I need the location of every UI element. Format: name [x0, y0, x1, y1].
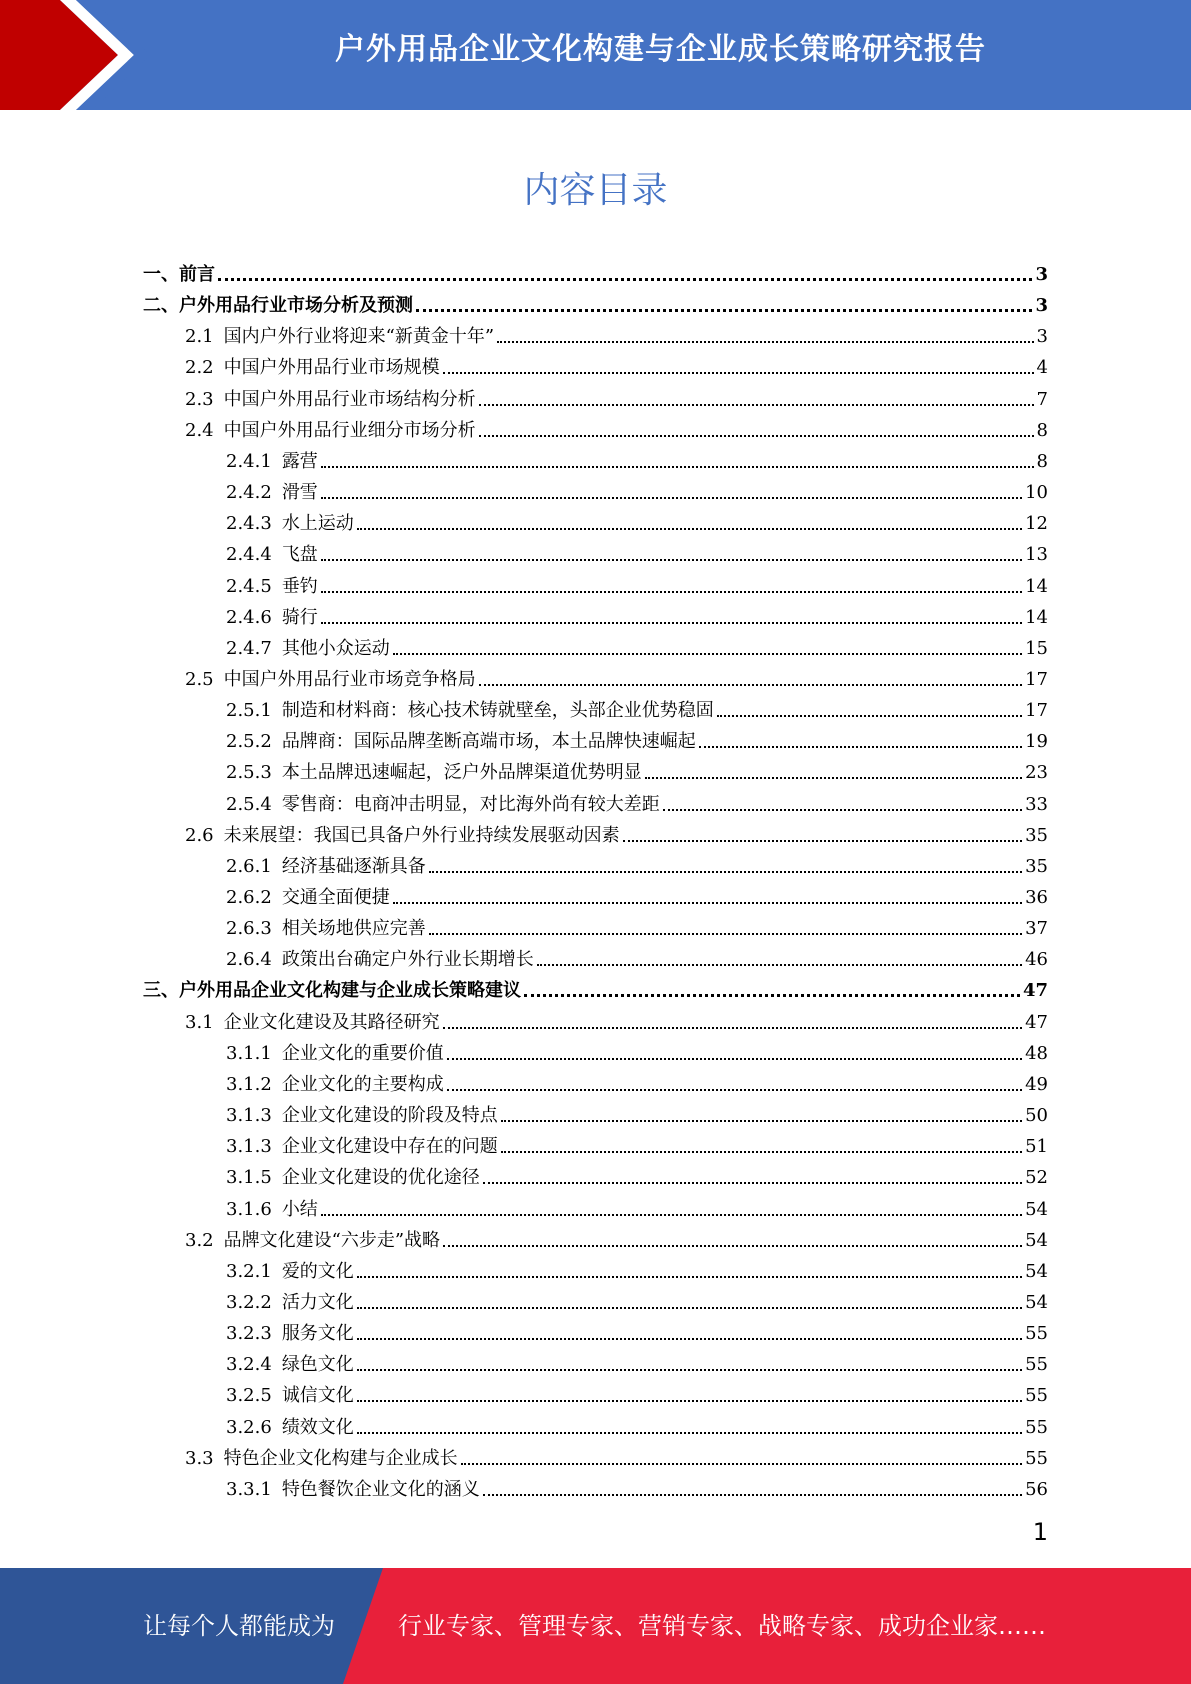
- toc-entry[interactable]: [185, 1221, 1048, 1252]
- toc-entry[interactable]: [226, 691, 1048, 722]
- toc-entry-label: [185, 1012, 440, 1034]
- toc-entry-page: 54: [1025, 1229, 1048, 1251]
- toc-entry-label: [226, 918, 426, 940]
- page-header: [0, 0, 1191, 110]
- toc-entry-number: 2.6.1: [226, 855, 272, 877]
- toc-entry-page: 35: [1025, 824, 1048, 846]
- toc-dot-leader: [218, 278, 1032, 281]
- toc-dot-leader: [447, 1089, 1022, 1091]
- toc-entry-label: [226, 513, 354, 535]
- report-title: 户外用品企业文化构建与企业成长策略研究报告: [335, 32, 986, 67]
- toc-entry-number: 2.4: [185, 419, 214, 441]
- toc-entry[interactable]: [226, 1096, 1048, 1127]
- toc-entry-number: 二、户外用品行业市场分析及预测: [143, 295, 413, 317]
- toc-entry[interactable]: [226, 785, 1048, 816]
- toc-dot-leader: [461, 1463, 1022, 1465]
- header-chevron-icon: [0, 0, 150, 110]
- toc-dot-leader: [663, 809, 1022, 811]
- toc-entry-title: 露营: [281, 450, 318, 472]
- toc-entry[interactable]: [226, 1127, 1048, 1158]
- toc-entry-label: [226, 1354, 354, 1376]
- toc-entry[interactable]: [226, 1345, 1048, 1376]
- toc-entry-page: 17: [1025, 700, 1048, 722]
- toc-entry-page: 12: [1025, 513, 1048, 535]
- toc-dot-leader: [497, 341, 1034, 343]
- toc-entry[interactable]: [226, 878, 1048, 909]
- toc-entry-number: 2.6.4: [226, 949, 272, 971]
- footer-slogan-left: 让每个人都能成为: [143, 1612, 335, 1640]
- toc-entry-page: 48: [1025, 1042, 1048, 1064]
- toc-entry-number: 3.2.2: [226, 1291, 272, 1313]
- toc-entry-number: 2.5: [185, 668, 214, 690]
- toc-entry-title: 活力文化: [281, 1291, 354, 1313]
- toc-entry-page: 37: [1025, 918, 1048, 940]
- toc-dot-leader: [357, 528, 1022, 530]
- toc-entry-label: [226, 949, 534, 971]
- toc-entry-page: 54: [1025, 1291, 1048, 1313]
- toc-entry-title: 政策出台确定户外行业长期增长: [281, 949, 534, 971]
- toc-entry-label: [226, 762, 642, 784]
- toc-entry[interactable]: [226, 1408, 1048, 1439]
- toc-dot-leader: [357, 1400, 1022, 1402]
- toc-entry-page: 56: [1025, 1478, 1048, 1500]
- toc-entry-label: [185, 825, 620, 847]
- toc-entry-number: 2.4.4: [226, 544, 272, 566]
- toc-dot-leader: [357, 1432, 1022, 1434]
- toc-entry-number: 2.5.4: [226, 793, 272, 815]
- toc-entry-page: 47: [1025, 1011, 1048, 1033]
- toc-entry[interactable]: [226, 1034, 1048, 1065]
- toc-entry[interactable]: [226, 1158, 1048, 1189]
- toc-entry-page: 33: [1025, 793, 1048, 815]
- toc-entry-page: 50: [1025, 1105, 1048, 1127]
- toc-entry-label: [226, 700, 714, 722]
- toc-entry-page: 35: [1025, 855, 1048, 877]
- toc-dot-leader: [321, 497, 1022, 499]
- toc-entry-title: 相关场地供应完善: [281, 918, 426, 940]
- toc-dot-leader: [443, 1027, 1022, 1029]
- toc-entry-label: [226, 1043, 444, 1065]
- toc-entry-number: 3.1: [185, 1011, 214, 1033]
- toc-entry-label: [226, 1136, 498, 1158]
- toc-entry[interactable]: [226, 535, 1048, 566]
- toc-entry-label: [226, 576, 318, 598]
- toc-entry-title: 特色餐饮企业文化的涵义: [281, 1478, 480, 1500]
- toc-entry[interactable]: [226, 847, 1048, 878]
- toc-dot-leader: [483, 1182, 1022, 1184]
- toc-entry-title: 品牌商：国际品牌垄断高端市场，本土品牌快速崛起: [281, 731, 696, 753]
- toc-dot-leader: [321, 591, 1022, 593]
- toc-dot-leader: [393, 653, 1022, 655]
- toc-entry-title: 国内户外行业将迎来“新黄金十年”: [223, 326, 495, 348]
- toc-entry-page: 10: [1025, 482, 1048, 504]
- toc-dot-leader: [479, 404, 1034, 406]
- toc-entry-title: 绩效文化: [281, 1416, 354, 1438]
- toc-entry[interactable]: [185, 1003, 1048, 1034]
- toc-entry-label: [226, 1261, 354, 1283]
- toc-entry-number: 2.4.6: [226, 606, 272, 628]
- toc-entry-page: 23: [1025, 762, 1048, 784]
- toc-entry-page: 19: [1025, 731, 1048, 753]
- toc-entry-page: 14: [1025, 575, 1048, 597]
- toc-entry-title: 骑行: [281, 606, 318, 628]
- toc-entry-title: 品牌文化建设“六步走”战略: [223, 1229, 441, 1251]
- toc-entry[interactable]: [226, 1314, 1048, 1345]
- toc-entry-title: 中国户外用品行业细分市场分析: [223, 419, 476, 441]
- toc-entry-label: [226, 482, 318, 504]
- toc-entry-title: 经济基础逐渐具备: [281, 855, 426, 877]
- toc-entry-number: 3.1.6: [226, 1198, 272, 1220]
- toc-dot-leader: [393, 902, 1022, 904]
- toc-dot-leader: [357, 1276, 1022, 1278]
- toc-dot-leader: [443, 1245, 1022, 1247]
- toc-entry-label: [226, 1323, 354, 1345]
- toc-dot-leader: [483, 1494, 1022, 1496]
- toc-entry-number: 3.2.4: [226, 1354, 272, 1376]
- toc-entry-label: [226, 1292, 354, 1314]
- toc-entry-label: [143, 980, 521, 1002]
- toc-entry-label: [185, 389, 476, 411]
- toc-entry[interactable]: [226, 504, 1048, 535]
- toc-entry-page: 4: [1036, 357, 1048, 379]
- toc-entry-label: [143, 295, 413, 317]
- toc-entry-label: [185, 420, 476, 442]
- toc-entry-number: 2.6.3: [226, 918, 272, 940]
- toc-dot-leader: [321, 466, 1034, 468]
- toc-entry-page: 55: [1025, 1385, 1048, 1407]
- toc-entry-page: 8: [1036, 450, 1048, 472]
- toc-entry[interactable]: [143, 286, 1048, 317]
- toc-entry-number: 一、前言: [143, 264, 215, 285]
- toc-entry-number: 2.4.1: [226, 450, 272, 472]
- toc-entry-page: 51: [1025, 1136, 1048, 1158]
- toc-entry-page: 55: [1025, 1447, 1048, 1469]
- toc-entry-title: 零售商：电商冲击明显，对比海外尚有较大差距: [281, 793, 660, 815]
- toc-dot-leader: [501, 1120, 1022, 1122]
- toc-entry-page: 54: [1025, 1260, 1048, 1282]
- toc-entry-page: 3: [1035, 264, 1048, 285]
- toc-entry-label: [226, 1199, 318, 1221]
- footer-slogan-right: 行业专家、管理专家、营销专家、战略专家、成功企业家……: [398, 1612, 1046, 1640]
- toc-entry[interactable]: [226, 598, 1048, 629]
- toc-entry-number: 2.4.7: [226, 637, 272, 659]
- toc-entry-page: 55: [1025, 1323, 1048, 1345]
- toc-entry-label: [226, 544, 318, 566]
- toc-entry-title: 其他小众运动: [281, 637, 390, 659]
- toc-entry-page: 8: [1036, 419, 1048, 441]
- toc-entry-page: 54: [1025, 1198, 1048, 1220]
- toc-entry-label: [226, 607, 318, 629]
- toc-entry[interactable]: [185, 660, 1048, 691]
- toc-entry[interactable]: [226, 473, 1048, 504]
- toc-entry-title: 企业文化建设的阶段及特点: [281, 1105, 498, 1127]
- toc-entry-number: 3.1.2: [226, 1073, 272, 1095]
- toc-entry[interactable]: [185, 411, 1048, 442]
- toc-dot-leader: [321, 1214, 1022, 1216]
- toc-dot-leader: [537, 964, 1022, 966]
- toc-entry-label: [185, 326, 494, 348]
- toc-entry-number: 2.6: [185, 824, 214, 846]
- toc-entry-page: 49: [1025, 1073, 1048, 1095]
- toc-dot-leader: [717, 715, 1022, 717]
- toc-dot-leader: [357, 1307, 1022, 1309]
- toc-entry-label: [226, 856, 426, 878]
- toc-entry-page: 17: [1025, 668, 1048, 690]
- toc-entry-label: [226, 1074, 444, 1096]
- toc-entry-number: 2.1: [185, 326, 214, 348]
- toc-entry-label: [226, 794, 660, 816]
- toc-entry-title: 中国户外用品行业市场规模: [223, 357, 440, 379]
- toc-dot-leader: [357, 1338, 1022, 1340]
- toc-entry-title: 企业文化建设及其路径研究: [223, 1011, 440, 1033]
- toc-entry-page: 52: [1025, 1167, 1048, 1189]
- toc-entry-label: [185, 1230, 440, 1252]
- toc-dot-leader: [416, 309, 1032, 312]
- toc-entry-number: 2.4.2: [226, 482, 272, 504]
- toc-entry-title: 本土品牌迅速崛起，泛户外品牌渠道优势明显: [281, 762, 642, 784]
- toc-entry-number: 2.5.3: [226, 762, 272, 784]
- toc-entry-title: 飞盘: [281, 544, 318, 566]
- toc-entry-page: 14: [1025, 606, 1048, 628]
- toc-entry-number: 2.4.3: [226, 513, 272, 535]
- toc-entry[interactable]: [143, 255, 1048, 286]
- toc-entry-number: 3.1.5: [226, 1167, 272, 1189]
- toc-entry-number: 3.2.6: [226, 1416, 272, 1438]
- toc-entry[interactable]: [226, 909, 1048, 940]
- toc-entry[interactable]: [226, 1470, 1048, 1501]
- toc-entry-number: 2.6.2: [226, 887, 272, 908]
- toc-entry-label: [226, 1105, 498, 1127]
- toc-entry[interactable]: [226, 1065, 1048, 1096]
- toc-entry-page: 15: [1025, 637, 1048, 659]
- toc-entry[interactable]: [226, 1283, 1048, 1314]
- toc-entry-page: 47: [1022, 980, 1048, 1002]
- toc-entry-label: [185, 357, 440, 379]
- toc-dot-leader: [429, 933, 1022, 935]
- toc-entry-number: 2.5.1: [226, 700, 272, 722]
- toc-entry-title: 垂钓: [281, 575, 318, 597]
- toc-entry-number: 3.2.1: [226, 1260, 272, 1282]
- toc-entry-label: [226, 1479, 480, 1501]
- toc-entry[interactable]: [185, 348, 1048, 379]
- toc-entry-label: [226, 887, 390, 909]
- toc-entry[interactable]: [185, 380, 1048, 411]
- toc-entry-title: 中国户外用品行业市场竞争格局: [223, 668, 476, 690]
- toc-entry[interactable]: [143, 971, 1048, 1002]
- toc-dot-leader: [447, 1058, 1022, 1060]
- toc-entry-label: [185, 1448, 458, 1470]
- toc-entry-title: 企业文化的重要价值: [281, 1042, 444, 1064]
- toc-dot-leader: [321, 559, 1022, 561]
- toc-dot-leader: [429, 871, 1022, 873]
- toc-entry-number: 3.2.5: [226, 1385, 272, 1407]
- toc-entry-title: 制造和材料商：核心技术铸就壁垒，头部企业优势稳固: [281, 700, 714, 722]
- toc-entry-page: 3: [1036, 326, 1048, 348]
- toc-entry[interactable]: [226, 629, 1048, 660]
- toc-entry-title: 滑雪: [281, 482, 318, 504]
- toc-dot-leader: [443, 372, 1034, 374]
- toc-entry-page: 13: [1025, 544, 1048, 566]
- toc-entry[interactable]: [226, 1376, 1048, 1407]
- toc-entry-page: 7: [1036, 388, 1048, 410]
- toc-title: 内容目录: [523, 170, 668, 211]
- toc-entry-page: 46: [1025, 949, 1048, 971]
- toc-dot-leader: [623, 840, 1022, 842]
- toc-entry[interactable]: [185, 317, 1048, 348]
- toc-entry-number: 3.1.3: [226, 1136, 272, 1158]
- toc-entry-page: 55: [1025, 1416, 1048, 1438]
- toc-entry-label: [226, 1417, 354, 1439]
- toc-entry-number: 2.4.5: [226, 575, 272, 597]
- toc-entry-title: 诚信文化: [281, 1385, 354, 1407]
- toc-entry[interactable]: [226, 940, 1048, 971]
- toc-entry-number: 3.3.1: [226, 1478, 272, 1500]
- toc-entry-title: 爱的文化: [281, 1260, 354, 1282]
- toc-entry-title: 中国户外用品行业市场结构分析: [223, 388, 476, 410]
- toc-dot-leader: [645, 777, 1022, 779]
- toc-entry-label: [226, 731, 696, 753]
- toc-dot-leader: [524, 994, 1020, 997]
- toc-entry-number: 3.3: [185, 1447, 214, 1469]
- toc-entry-title: 小结: [281, 1198, 318, 1220]
- toc-entry[interactable]: [226, 753, 1048, 784]
- toc-entry-label: [226, 638, 390, 660]
- toc-entry-page: 36: [1025, 887, 1048, 908]
- page-number: 1: [1032, 1518, 1048, 1546]
- toc-entry-page: 3: [1035, 295, 1048, 317]
- toc-entry-number: 3.1.1: [226, 1042, 272, 1064]
- toc-dot-leader: [501, 1151, 1022, 1153]
- toc-entry-number: 3.2.3: [226, 1323, 272, 1345]
- toc-entry[interactable]: [226, 722, 1048, 753]
- toc-entry-title: 水上运动: [281, 513, 354, 535]
- toc-entry-title: 企业文化建设中存在的问题: [281, 1136, 498, 1158]
- toc-dot-leader: [321, 622, 1022, 624]
- toc-dot-leader: [699, 746, 1022, 748]
- toc-entry-page: 55: [1025, 1354, 1048, 1376]
- toc-entry-title: 服务文化: [281, 1323, 354, 1345]
- toc-entry-label: [226, 451, 318, 473]
- toc-dot-leader: [479, 435, 1034, 437]
- toc-entry[interactable]: [226, 567, 1048, 598]
- toc-entry-title: 交通全面便捷: [281, 887, 390, 908]
- toc-entry-label: [226, 1385, 354, 1407]
- toc-entry-title: 企业文化的主要构成: [281, 1073, 444, 1095]
- toc-entry-title: 未来展望：我国已具备户外行业持续发展驱动因素: [223, 824, 620, 846]
- toc-entry[interactable]: [226, 1252, 1048, 1283]
- toc-entry-title: 特色企业文化构建与企业成长: [223, 1447, 458, 1469]
- toc-entry-number: 2.3: [185, 388, 214, 410]
- toc-entry-title: 绿色文化: [281, 1354, 354, 1376]
- toc-entry-number: 三、户外用品企业文化构建与企业成长策略建议: [143, 980, 521, 1002]
- toc-entry-number: 3.2: [185, 1229, 214, 1251]
- toc-entry-label: [143, 264, 215, 286]
- toc-entry-label: [226, 1167, 480, 1189]
- toc-entry[interactable]: [226, 1190, 1048, 1221]
- toc-entry[interactable]: [185, 816, 1048, 847]
- toc-entry-number: 2.5.2: [226, 731, 272, 753]
- toc-entry[interactable]: [185, 1439, 1048, 1470]
- toc-entry-label: [185, 669, 476, 691]
- toc-entry[interactable]: [226, 442, 1048, 473]
- page-footer: [0, 1568, 1191, 1684]
- toc-entry-number: 2.2: [185, 357, 214, 379]
- toc-dot-leader: [357, 1369, 1022, 1371]
- toc-entry-title: 企业文化建设的优化途径: [281, 1167, 480, 1189]
- toc-entry-number: 3.1.3: [226, 1105, 272, 1127]
- toc-dot-leader: [479, 684, 1022, 686]
